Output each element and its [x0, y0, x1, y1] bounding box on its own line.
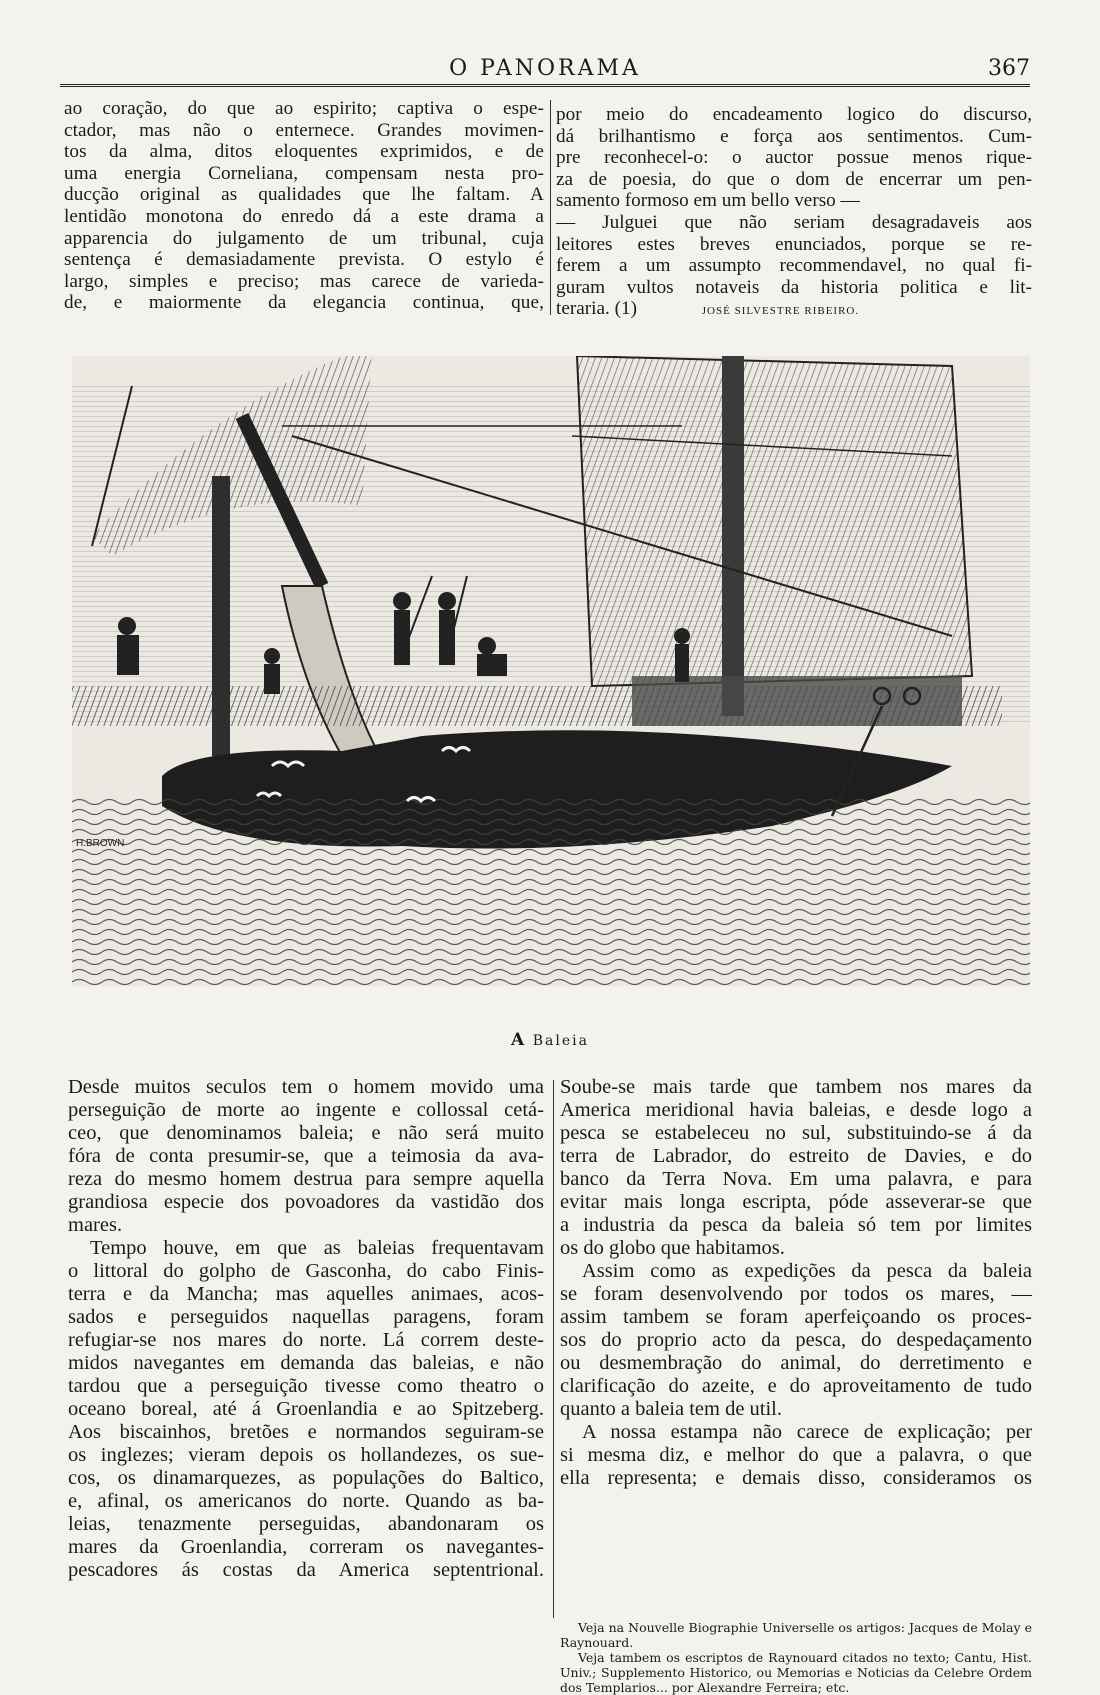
- text-line: — Julguei que não seriam desagradaveis aos: [556, 211, 1032, 233]
- text-line: assim tambem se foram aperfeiçoando os proces-: [560, 1306, 1032, 1328]
- text-line: Tempo houve, em que as baleias frequentavam: [90, 1237, 544, 1259]
- text-line: clarificação do azeite, e do aproveitamento de tudo: [560, 1375, 1032, 1397]
- text-line: a industria da pesca da baleia só tem por limites: [560, 1214, 1032, 1236]
- text-line: o littoral do golpho de Gasconha, do cabo Finis-: [68, 1260, 544, 1282]
- text-line: mares.: [68, 1214, 123, 1236]
- bottom-left-column: [68, 1076, 544, 1582]
- text-line: si mesma diz, e melhor do que a palavra, o que: [560, 1444, 1032, 1466]
- figure-caption: [0, 1030, 1100, 1050]
- text-line: lentidão monotona do enredo dá a este drama a: [64, 205, 544, 227]
- text-line: por meio do encadeamento logico do discurso,: [556, 104, 1032, 125]
- text-line: Desde muitos seculos tem o homem movido uma: [68, 1076, 544, 1098]
- text-line: terra de Labrador, do estreito de Davies, e do: [560, 1145, 1032, 1167]
- text-line: ducção original as qualidades que lhe faltam. A: [64, 184, 544, 206]
- footnote: Veja na Nouvelle Biographie Universelle os artigos: Jacques de Molay e Raynouard.: [560, 1620, 1032, 1650]
- header-rule: [60, 84, 1030, 87]
- text-line: sentença é demasiadamente prevista. O estylo é: [64, 249, 544, 271]
- text-line: ferem a um assumpto recommendavel, no qual fi-: [556, 255, 1032, 277]
- text-line: A nossa estampa não carece de explicação; per: [582, 1421, 1032, 1443]
- top-right-column: [556, 104, 1032, 323]
- engraver-mark: H.BROWN: [76, 838, 125, 849]
- whale-engraving: [72, 356, 1030, 986]
- text-line: sados e perseguidos naquellas paragens, foram: [68, 1306, 544, 1328]
- author-signature: JOSÉ SILVESTRE RIBEIRO.: [701, 305, 860, 318]
- page-number: 367: [988, 56, 1030, 81]
- text-line: pre reconhecel-o: o auctor possue menos rique-: [556, 147, 1032, 169]
- text-line: pescadores ás costas da America septentrional.: [68, 1559, 544, 1581]
- text-line: tardou que a perseguição tivesse como theatro o: [68, 1375, 544, 1397]
- text-line: samento formoso em um bello verso —: [556, 190, 860, 212]
- column-divider: [553, 1080, 554, 1618]
- journal-title: O PANORAMA: [449, 56, 641, 81]
- text-line: se foram desenvolvendo por todos os mares, —: [560, 1283, 1032, 1305]
- caption-lead: A: [511, 1030, 527, 1050]
- top-left-column: [64, 98, 544, 314]
- engraving-illustration: [72, 356, 1030, 986]
- text-line: e, afinal, os americanos do norte. Quando as ba-: [68, 1490, 544, 1512]
- column-divider: [550, 100, 551, 315]
- text-line: Assim como as expedições da pesca da baleia: [582, 1260, 1032, 1282]
- text-line: za de poesia, do que o dom de encerrar um pen-: [556, 168, 1032, 190]
- text-line: oceano boreal, até á Groenlandia e ao Spitzeberg.: [68, 1398, 544, 1420]
- text-line: reza do mesmo homem destrua para sempre aquella: [68, 1168, 544, 1190]
- text-line: perseguição de morte ao ingente e collossal cetá-: [68, 1099, 544, 1121]
- text-line: Aos biscainhos, bretões e normandos seguiram-se: [68, 1421, 544, 1443]
- text-line: teraria. (1): [556, 298, 637, 320]
- page-header: [60, 54, 1030, 88]
- text-line: leias, tenazmente perseguidas, abandonaram os: [68, 1513, 544, 1535]
- footnote: Veja tambem os escriptos de Raynouard citados no texto; Cantu, Hist. Univ.; Supplemento Historico, ou Memorias e Noticias da Celebre Ordem dos Templarios... por Alexandre Ferreira; etc.: [560, 1650, 1032, 1695]
- text-line: Soube-se mais tarde que tambem nos mares da: [560, 1076, 1032, 1098]
- text-line: largo, simples e preciso; mas carece de varieda-: [64, 270, 544, 292]
- text-line: pesca se estabeleceu no sul, substituindo-se á da: [560, 1122, 1032, 1144]
- bottom-right-column: [560, 1076, 1032, 1490]
- text-line: tos da alma, ditos eloquentes exprimidos, e de: [64, 141, 544, 163]
- text-line: grandiosa especie dos povoadores da vastidão dos: [68, 1191, 544, 1213]
- text-line: ou desmembração do animal, do derretimento e: [560, 1352, 1032, 1374]
- text-line: os inglezes; vieram depois os hollandezes, os sue-: [68, 1444, 544, 1466]
- text-line: os do globo que habitamos.: [560, 1237, 785, 1259]
- text-line: banco da Terra Nova. Em uma palavra, e para: [560, 1168, 1032, 1190]
- text-line: evitar mais longa escripta, póde asseverar-se que: [560, 1191, 1032, 1213]
- text-line: midos navegantes em demanda das baleias, e não: [68, 1352, 544, 1374]
- text-line: leitores estes breves enunciados, porque se re-: [556, 233, 1032, 255]
- text-line: ceo, que denominamos baleia; e não será muito: [68, 1122, 544, 1144]
- text-line: quanto a baleia tem de util.: [560, 1398, 783, 1420]
- text-line: ctador, mas não o enternece. Grandes movimen-: [64, 119, 544, 141]
- closing-line: [556, 298, 1032, 323]
- text-line: America meridional havia baleias, e desde logo a: [560, 1099, 1032, 1121]
- text-line: refugiar-se nos mares do norte. Lá correm deste-: [68, 1329, 544, 1351]
- text-line: apparencia do julgamento de um tribunal, cuja: [64, 227, 544, 249]
- text-line: ao coração, do que ao espirito; captiva o espe-: [64, 98, 544, 119]
- text-line: terra e da Mancha; mas aquelles animaes, acos-: [68, 1283, 544, 1305]
- text-line: guram vultos notaveis da historia politica e lit-: [556, 276, 1032, 298]
- text-line: fóra de conta presumir-se, que a teimosia da ava-: [68, 1145, 544, 1167]
- caption-text: Baleia: [532, 1033, 589, 1049]
- text-line: mares da Groenlandia, correram os navegantes-: [68, 1536, 544, 1558]
- footnotes: [560, 1620, 1032, 1695]
- text-line: sos do proprio acto da pesca, do despedaçamento: [560, 1329, 1032, 1351]
- text-line: ella representa; e demais disso, consideramos os: [560, 1467, 1032, 1489]
- text-line: cos, os dinamarquezes, as populações do Baltico,: [68, 1467, 544, 1489]
- text-line: dá brilhantismo e força aos sentimentos. Cum-: [556, 125, 1032, 147]
- text-line: de, e maiormente da elegancia continua, que,: [64, 292, 544, 314]
- text-line: uma energia Corneliana, compensam nesta pro-: [64, 162, 544, 184]
